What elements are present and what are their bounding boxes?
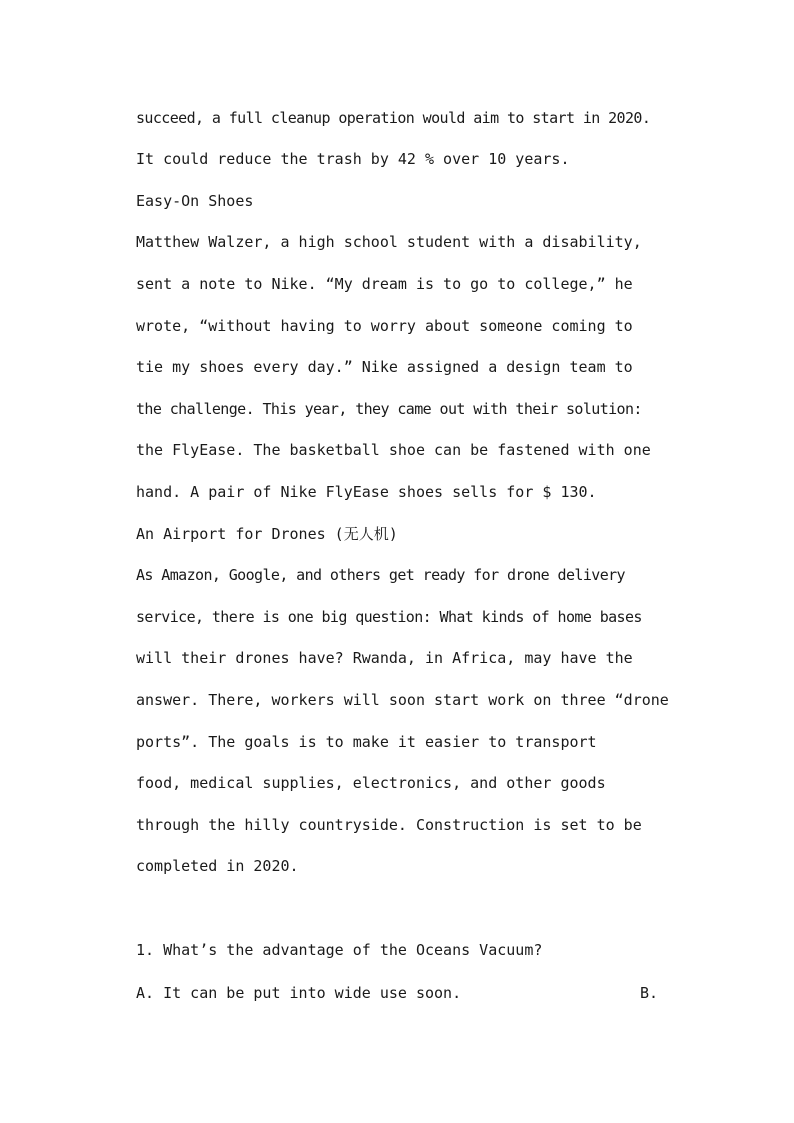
paragraph-line: It could reduce the trash by 42 % over 10 years.: [136, 150, 570, 168]
paragraph-line: wrote, “without having to worry about someone coming to: [136, 317, 633, 335]
paragraph-line: Matthew Walzer, a high school student with a disability,: [136, 233, 642, 251]
paragraph-line: service, there is one big question: What kinds of home bases: [136, 608, 642, 626]
paragraph-line: through the hilly countryside. Construction is set to be: [136, 816, 642, 834]
paragraph-line: completed in 2020.: [136, 857, 299, 875]
paragraph-line: the challenge. This year, they came out with their solution:: [136, 400, 642, 418]
section-heading-airport-for-drones: An Airport for Drones (无人机): [136, 525, 398, 543]
paragraph-line: As Amazon, Google, and others get ready for drone delivery: [136, 566, 625, 584]
paragraph-line: food, medical supplies, electronics, and other goods: [136, 774, 606, 792]
option-a: A. It can be put into wide use soon.: [136, 984, 462, 1002]
paragraph-line: answer. There, workers will soon start work on three “drone: [136, 691, 669, 709]
paragraph-line: hand. A pair of Nike FlyEase shoes sells for $ 130.: [136, 483, 597, 501]
option-b: B.: [640, 984, 659, 1002]
paragraph-line: tie my shoes every day.” Nike assigned a design team to: [136, 358, 633, 376]
paragraph-line: will their drones have? Rwanda, in Africa, may have the: [136, 649, 633, 667]
question-stem: 1. What’s the advantage of the Oceans Vacuum?: [136, 941, 543, 959]
paragraph-line: the FlyEase. The basketball shoe can be fastened with one: [136, 441, 651, 459]
paragraph-line: succeed, a full cleanup operation would aim to start in 2020.: [136, 109, 651, 127]
paragraph-line: sent a note to Nike. “My dream is to go to college,” he: [136, 275, 633, 293]
paragraph-line: ports”. The goals is to make it easier to transport: [136, 733, 597, 751]
section-heading-easy-on-shoes: Easy-On Shoes: [136, 192, 254, 210]
